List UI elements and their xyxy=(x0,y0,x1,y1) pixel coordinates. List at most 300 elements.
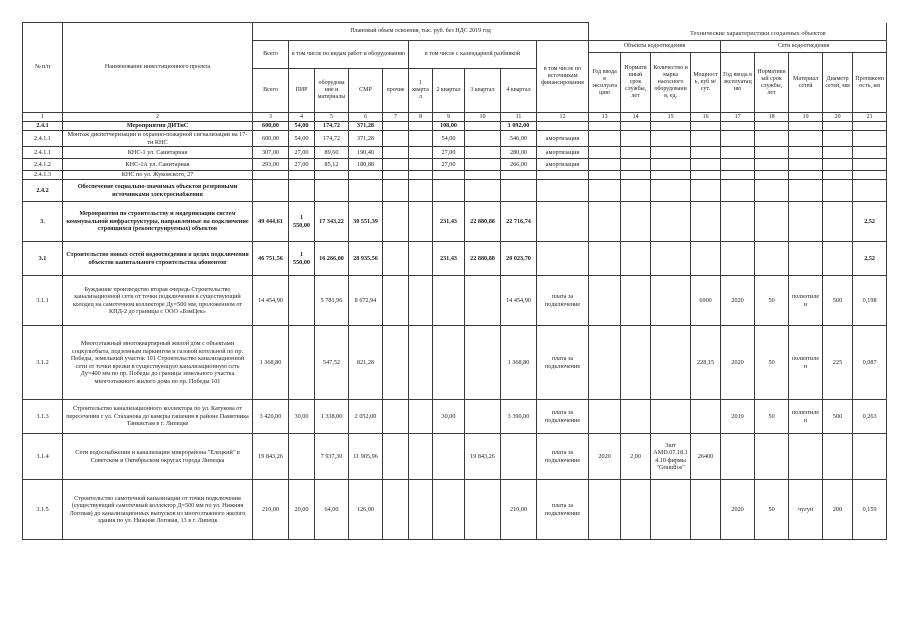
cell-life: 50 xyxy=(755,326,789,400)
cell-total: 49 444,61 xyxy=(253,202,289,242)
cell-equip: 64,00 xyxy=(315,480,349,540)
column-number: 18 xyxy=(755,113,789,122)
cell-capacity: 26400 xyxy=(691,434,721,480)
cell-q1 xyxy=(409,131,433,147)
col-header-pir: ПИР xyxy=(289,69,315,113)
cell-q1 xyxy=(409,434,433,480)
col-header-q1: 1 квартал xyxy=(409,69,433,113)
cell-pump xyxy=(651,480,691,540)
cell-capacity xyxy=(691,180,721,202)
cell-q2: 30,00 xyxy=(433,400,465,434)
cell-other xyxy=(383,159,409,171)
table-row xyxy=(23,122,887,131)
cell-other xyxy=(383,242,409,276)
column-number: 8 xyxy=(409,113,433,122)
cell-material xyxy=(789,242,823,276)
cell-capacity xyxy=(691,202,721,242)
cell-q4: 546,00 xyxy=(501,131,537,147)
cell-other xyxy=(383,171,409,180)
col-header-by-work-type: в том числе по видам работ и оборудованию xyxy=(289,41,409,69)
col-header-other: прочие xyxy=(383,69,409,113)
cell-pir xyxy=(289,180,315,202)
cell-q4: 1 368,80 xyxy=(501,326,537,400)
table-row xyxy=(23,131,887,147)
col-header-by-quarter: в том числе с календарной разбивкой xyxy=(409,41,537,69)
cell-q3 xyxy=(465,122,501,131)
cell-name: Обеспечение социально-значимых объектов резервными источниками электроснабжения xyxy=(63,180,253,202)
cell-smr: 821,28 xyxy=(349,326,383,400)
cell-pir: 54,00 xyxy=(289,131,315,147)
cell-q3: 22 880,88 xyxy=(465,202,501,242)
cell-q4: 266,00 xyxy=(501,159,537,171)
cell-source: плата за подключение xyxy=(537,276,589,326)
cell-diameter xyxy=(823,171,853,180)
cell-life xyxy=(755,171,789,180)
cell-capacity xyxy=(691,480,721,540)
cell-diameter xyxy=(823,131,853,147)
cell-name: Монтаж диспетчеризации и охранно-пожарной сигнализации на 17-ти КНС xyxy=(63,131,253,147)
cell-q4: 3 390,00 xyxy=(501,400,537,434)
cell-pump xyxy=(651,180,691,202)
cell-pir: 1 550,00 xyxy=(289,202,315,242)
column-number: 2 xyxy=(63,113,253,122)
cell-obj_year xyxy=(589,122,621,131)
cell-q4: 22 716,74 xyxy=(501,202,537,242)
cell-obj_life xyxy=(621,400,651,434)
cell-q3 xyxy=(465,180,501,202)
cell-life xyxy=(755,242,789,276)
cell-num: 3.1.4 xyxy=(23,434,63,480)
cell-year: 2020 xyxy=(721,276,755,326)
cell-diameter: 500 xyxy=(823,400,853,434)
cell-life xyxy=(755,180,789,202)
cell-num: 2.4.2 xyxy=(23,180,63,202)
cell-q2 xyxy=(433,180,465,202)
cell-equip: 85,12 xyxy=(315,159,349,171)
cell-diameter: 500 xyxy=(823,276,853,326)
cell-pir xyxy=(289,434,315,480)
col-header-equipment: оборудование и материалы xyxy=(315,69,349,113)
cell-obj_life xyxy=(621,180,651,202)
cell-q2 xyxy=(433,276,465,326)
column-number: 15 xyxy=(651,113,691,122)
cell-obj_life xyxy=(621,480,651,540)
cell-smr xyxy=(349,180,383,202)
cell-q2: 27,00 xyxy=(433,159,465,171)
cell-obj_year xyxy=(589,400,621,434)
cell-length xyxy=(853,122,887,131)
cell-smr: 371,28 xyxy=(349,122,383,131)
cell-capacity xyxy=(691,122,721,131)
column-number: 16 xyxy=(691,113,721,122)
cell-obj_life xyxy=(621,122,651,131)
cell-material xyxy=(789,122,823,131)
cell-total: 1 368,80 xyxy=(253,326,289,400)
col-header-year-exploit-2: Год ввода в эксплуатацию xyxy=(721,53,755,113)
cell-q4: 1 092,00 xyxy=(501,122,537,131)
cell-equip: 16 266,00 xyxy=(315,242,349,276)
cell-q1 xyxy=(409,326,433,400)
cell-total xyxy=(253,180,289,202)
cell-source: амортизация xyxy=(537,159,589,171)
cell-pir: 27,00 xyxy=(289,159,315,171)
column-number: 14 xyxy=(621,113,651,122)
cell-source: плата за подключение xyxy=(537,480,589,540)
cell-material: полиэтилен xyxy=(789,400,823,434)
cell-pir: 54,00 xyxy=(289,122,315,131)
cell-source: плата за подключение xyxy=(537,400,589,434)
col-header-norm-life: Нормативный срок службы, лет xyxy=(621,53,651,113)
cell-source: плата за подключение xyxy=(537,326,589,400)
cell-name: Мероприятия ДИТиС xyxy=(63,122,253,131)
cell-obj_year xyxy=(589,171,621,180)
col-header-smr: СМР xyxy=(349,69,383,113)
cell-life xyxy=(755,202,789,242)
cell-smr: 8 672,94 xyxy=(349,276,383,326)
cell-equip: 89,60 xyxy=(315,147,349,159)
cell-name: Буждашие производство вторая очередь Строительство канализационной сети от точки подключения в существующий колодец на самотечном коллекторе Ду=500 мм, проложенном от КПД-2 до границы с ООО «БэмЦек» xyxy=(63,276,253,326)
cell-source: амортизация xyxy=(537,131,589,147)
cell-diameter xyxy=(823,147,853,159)
cell-obj_life xyxy=(621,131,651,147)
cell-obj_year xyxy=(589,276,621,326)
cell-source: плата за подключение xyxy=(537,434,589,480)
cell-q4: 280,00 xyxy=(501,147,537,159)
col-header-q2: 2 квартал xyxy=(433,69,465,113)
cell-q3 xyxy=(465,159,501,171)
col-header-year-exploit: Год ввода в эксплуатацию xyxy=(589,53,621,113)
cell-pump: 3шт AMD.07.18.14.10 фирмы "Grundfos" xyxy=(651,434,691,480)
cell-year xyxy=(721,122,755,131)
cell-pir: 1 550,00 xyxy=(289,242,315,276)
cell-life xyxy=(755,147,789,159)
column-number: 4 xyxy=(289,113,315,122)
cell-q1 xyxy=(409,202,433,242)
cell-smr: 190,40 xyxy=(349,147,383,159)
cell-pir xyxy=(289,326,315,400)
cell-num: 3.1 xyxy=(23,242,63,276)
cell-life xyxy=(755,159,789,171)
cell-pump xyxy=(651,122,691,131)
cell-name: КНС по ул. Жуковского, 27 xyxy=(63,171,253,180)
cell-name: Многоэтажный многоквартирный жилой дом с объектами соцкультбыта, подземным паркингом и газовой котельной по пр. Победы, земельный участок 101 Строительство канализационной сети от точки врезки в существующую канализационную сеть Ду=400 мм по пр. Победы до границы земельного участка многоэтажного жилого дома по пр. Победы 101 xyxy=(63,326,253,400)
cell-equip: 17 343,22 xyxy=(315,202,349,242)
table-row xyxy=(23,180,887,202)
column-number: 7 xyxy=(383,113,409,122)
column-number: 6 xyxy=(349,113,383,122)
cell-equip: 1 338,00 xyxy=(315,400,349,434)
cell-capacity xyxy=(691,242,721,276)
cell-total: 600,00 xyxy=(253,122,289,131)
cell-num: 3.1.2 xyxy=(23,326,63,400)
cell-obj_year xyxy=(589,242,621,276)
cell-pump xyxy=(651,326,691,400)
cell-other xyxy=(383,147,409,159)
table-row xyxy=(23,400,887,434)
cell-q3 xyxy=(465,276,501,326)
cell-source xyxy=(537,180,589,202)
cell-q4 xyxy=(501,171,537,180)
cell-smr: 30 551,39 xyxy=(349,202,383,242)
col-header-network-objects: Сети водоотведения xyxy=(721,41,887,53)
cell-life: 50 xyxy=(755,400,789,434)
cell-q2: 231,43 xyxy=(433,242,465,276)
cell-year xyxy=(721,159,755,171)
cell-q2 xyxy=(433,434,465,480)
cell-obj_life xyxy=(621,326,651,400)
col-header-material: Материал сетей xyxy=(789,53,823,113)
cell-pir: 30,00 xyxy=(289,400,315,434)
cell-length: 0,087 xyxy=(853,326,887,400)
cell-total: 293,00 xyxy=(253,159,289,171)
cell-q3: 19 843,26 xyxy=(465,434,501,480)
cell-life xyxy=(755,434,789,480)
cell-num: 3.1.3 xyxy=(23,400,63,434)
cell-material xyxy=(789,180,823,202)
col-header-num: № п/п xyxy=(23,23,63,113)
cell-other xyxy=(383,276,409,326)
cell-num: 2.4.1.1 xyxy=(23,147,63,159)
cell-year: 2019 xyxy=(721,400,755,434)
column-number: 1 xyxy=(23,113,63,122)
col-header-q3: 3 квартал xyxy=(465,69,501,113)
cell-year xyxy=(721,434,755,480)
cell-name: Сети водоснабжения и канализации микрорайона "Елецкий" в Советском и Октябрьском округах города Липецка xyxy=(63,434,253,480)
cell-pump xyxy=(651,276,691,326)
cell-obj_life xyxy=(621,171,651,180)
cell-num: 2.4.1.2 xyxy=(23,159,63,171)
cell-pump xyxy=(651,171,691,180)
cell-obj_life xyxy=(621,276,651,326)
cell-material xyxy=(789,434,823,480)
col-header-q4: 4 квартал xyxy=(501,69,537,113)
column-number: 5 xyxy=(315,113,349,122)
cell-q1 xyxy=(409,122,433,131)
cell-name: Строительство новых сетей водоотведения в целях подключения объектов капитального строительства абонентов xyxy=(63,242,253,276)
cell-capacity xyxy=(691,159,721,171)
cell-name: Строительство самотечной канализации от точки подключения (существующий самотечный коллектор Д=500 мм по ул. Нижняя Логовая) до канализационных выпусков из многоэтажного жилого здания по ул. Нижняя Логовая, 13 в г. Липецк xyxy=(63,480,253,540)
cell-equip xyxy=(315,180,349,202)
col-header-diameter: Диаметр сетей, мм xyxy=(823,53,853,113)
table-row xyxy=(23,326,887,400)
tech-characteristics-title: Технические характеристики созданных объектов xyxy=(690,30,826,37)
col-header-source: в том числе по источникам финансирования xyxy=(537,41,589,113)
cell-q1 xyxy=(409,147,433,159)
cell-capacity: 6900 xyxy=(691,276,721,326)
cell-year xyxy=(721,242,755,276)
cell-total: 307,00 xyxy=(253,147,289,159)
cell-q1 xyxy=(409,171,433,180)
column-number: 3 xyxy=(253,113,289,122)
cell-q2 xyxy=(433,326,465,400)
cell-material xyxy=(789,147,823,159)
table-row xyxy=(23,171,887,180)
cell-obj_year xyxy=(589,147,621,159)
table-row xyxy=(23,276,887,326)
cell-num: 3.1.1 xyxy=(23,276,63,326)
column-number: 11 xyxy=(501,113,537,122)
cell-num: 2.4.1.3 xyxy=(23,171,63,180)
cell-other xyxy=(383,400,409,434)
cell-material: полиэтилен xyxy=(789,276,823,326)
col-header-total: Всего xyxy=(253,41,289,69)
table-row xyxy=(23,159,887,171)
cell-equip: 174,72 xyxy=(315,122,349,131)
cell-q2 xyxy=(433,171,465,180)
cell-material xyxy=(789,159,823,171)
cell-smr xyxy=(349,171,383,180)
cell-q2: 27,00 xyxy=(433,147,465,159)
cell-diameter xyxy=(823,180,853,202)
cell-smr: 180,88 xyxy=(349,159,383,171)
cell-q3: 22 880,88 xyxy=(465,242,501,276)
cell-life xyxy=(755,122,789,131)
cell-source: амортизация xyxy=(537,147,589,159)
cell-material xyxy=(789,131,823,147)
table-row xyxy=(23,147,887,159)
cell-length xyxy=(853,147,887,159)
cell-q4 xyxy=(501,434,537,480)
cell-q1 xyxy=(409,180,433,202)
table-row xyxy=(23,202,887,242)
table-row xyxy=(23,434,887,480)
cell-obj_year xyxy=(589,480,621,540)
cell-obj_year xyxy=(589,202,621,242)
cell-num: 2.4.1.1 xyxy=(23,131,63,147)
cell-year xyxy=(721,171,755,180)
cell-q4: 210,00 xyxy=(501,480,537,540)
cell-capacity xyxy=(691,147,721,159)
cell-equip: 547,52 xyxy=(315,326,349,400)
cell-source xyxy=(537,122,589,131)
cell-source xyxy=(537,242,589,276)
col-header-length: Протяженность, км xyxy=(853,53,887,113)
cell-q2 xyxy=(433,480,465,540)
cell-q3 xyxy=(465,171,501,180)
cell-q3 xyxy=(465,400,501,434)
cell-other xyxy=(383,326,409,400)
cell-length: 0,263 xyxy=(853,400,887,434)
cell-q2: 108,00 xyxy=(433,122,465,131)
cell-obj_life xyxy=(621,242,651,276)
cell-name: КНС-1 ул. Санитарная xyxy=(63,147,253,159)
cell-length: 0,198 xyxy=(853,276,887,326)
cell-material: чугун xyxy=(789,480,823,540)
cell-pump xyxy=(651,131,691,147)
cell-length xyxy=(853,171,887,180)
cell-pump xyxy=(651,202,691,242)
cell-length xyxy=(853,180,887,202)
cell-q1 xyxy=(409,242,433,276)
column-number: 20 xyxy=(823,113,853,122)
column-number: 13 xyxy=(589,113,621,122)
cell-capacity xyxy=(691,171,721,180)
cell-equip xyxy=(315,171,349,180)
cell-other xyxy=(383,180,409,202)
cell-length xyxy=(853,159,887,171)
col-header-norm-life-2: Нормативный срок службы, лет xyxy=(755,53,789,113)
cell-smr: 126,00 xyxy=(349,480,383,540)
column-number: 19 xyxy=(789,113,823,122)
cell-obj_year xyxy=(589,326,621,400)
cell-diameter xyxy=(823,159,853,171)
investment-table-sheet xyxy=(22,22,887,540)
cell-smr: 11 905,96 xyxy=(349,434,383,480)
cell-obj_life xyxy=(621,159,651,171)
column-numbers-row xyxy=(23,113,887,122)
cell-pump xyxy=(651,400,691,434)
cell-pump xyxy=(651,242,691,276)
column-number: 21 xyxy=(853,113,887,122)
cell-equip: 5 781,96 xyxy=(315,276,349,326)
cell-other xyxy=(383,434,409,480)
cell-smr: 371,28 xyxy=(349,131,383,147)
col-header-pump-qty: Количество и марка насосного оборудования, ед. xyxy=(651,53,691,113)
cell-num: 3.1.5 xyxy=(23,480,63,540)
cell-other xyxy=(383,131,409,147)
col-header-name: Наименование инвестиционного проекта xyxy=(63,23,253,113)
cell-year: 2020 xyxy=(721,480,755,540)
cell-year xyxy=(721,180,755,202)
cell-total: 46 751,56 xyxy=(253,242,289,276)
cell-q3 xyxy=(465,131,501,147)
cell-total xyxy=(253,171,289,180)
cell-q3 xyxy=(465,147,501,159)
cell-q2: 54,00 xyxy=(433,131,465,147)
cell-capacity xyxy=(691,400,721,434)
cell-obj_life: 2,00 xyxy=(621,434,651,480)
tech-spacer xyxy=(589,23,887,41)
cell-capacity: 228,15 xyxy=(691,326,721,400)
col-header-total-2: Всего xyxy=(253,69,289,113)
cell-q1 xyxy=(409,480,433,540)
cell-name: Строительство канализационного коллектора по ул. Катукова от пересечения с ул. Стаханова до камеры гашения в районе Памятника Танкистам в г. Липецке xyxy=(63,400,253,434)
cell-name: Мероприятия по строительству и модернизации систем коммунальной инфраструктуры, направленные на подключение строящихся (реконструируемых) объектов xyxy=(63,202,253,242)
cell-num: 2.4.1 xyxy=(23,122,63,131)
cell-equip: 7 937,30 xyxy=(315,434,349,480)
cell-name: КНС-1А ул. Санитарная xyxy=(63,159,253,171)
table-row xyxy=(23,242,887,276)
cell-q3 xyxy=(465,480,501,540)
cell-diameter: 225 xyxy=(823,326,853,400)
cell-other xyxy=(383,480,409,540)
cell-total: 14 454,90 xyxy=(253,276,289,326)
cell-num: 3. xyxy=(23,202,63,242)
cell-length: 0,159 xyxy=(853,480,887,540)
col-header-water-objects: Объекты водоотведения xyxy=(589,41,721,53)
cell-obj_year xyxy=(589,180,621,202)
cell-diameter xyxy=(823,122,853,131)
cell-equip: 174,72 xyxy=(315,131,349,147)
cell-material: полиэтилен xyxy=(789,326,823,400)
plan-title: Плановый объем освоения, тыс. руб. без НДС 2019 год xyxy=(253,23,589,41)
cell-pir: 20,00 xyxy=(289,480,315,540)
cell-q4: 20 023,70 xyxy=(501,242,537,276)
cell-other xyxy=(383,202,409,242)
column-number: 12 xyxy=(537,113,589,122)
cell-q1 xyxy=(409,159,433,171)
cell-life: 50 xyxy=(755,480,789,540)
cell-pump xyxy=(651,159,691,171)
column-number: 9 xyxy=(433,113,465,122)
cell-pump xyxy=(651,147,691,159)
cell-year xyxy=(721,147,755,159)
cell-smr: 28 935,56 xyxy=(349,242,383,276)
cell-capacity xyxy=(691,131,721,147)
cell-obj_year: 2020 xyxy=(589,434,621,480)
cell-life xyxy=(755,131,789,147)
cell-total: 600,00 xyxy=(253,131,289,147)
